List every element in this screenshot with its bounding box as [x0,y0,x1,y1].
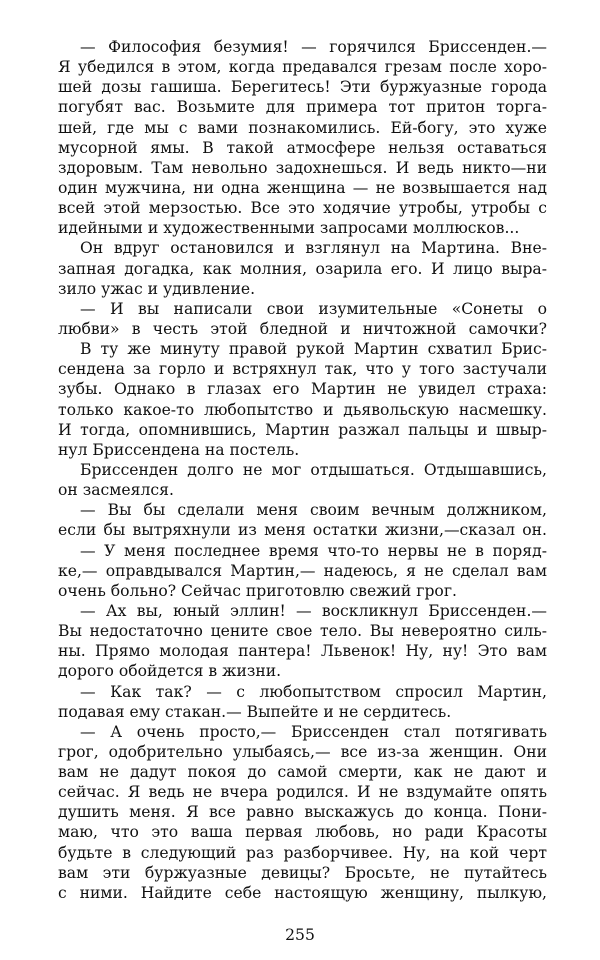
text-line: вам эти буржуазные девицы? Бросьте, не путайтесь [58,863,547,882]
book-page-text [58,37,547,903]
text-line: Вы недостаточно цените свое тело. Вы невероятно силь- [58,622,547,641]
text-line: идейными и художественными запросами моллюсков... [58,219,520,238]
text-line: шей дозы гашиша. Берегитесь! Эти буржуазные города [58,78,547,97]
text-line: дорого обойдется в жизни. [58,662,282,681]
text-line: ке,— оправдывался Мартин,— надеюсь, я не сделал вам [58,561,547,580]
text-line: сендена за горло и встряхнул так, что у того застучали [58,360,547,379]
text-line: душить меня. Я все равно выскажусь до конца. Пони- [58,803,547,822]
text-line: сейчас. Я ведь не вчера родился. И не вздумайте опять [58,783,547,802]
text-line: — Философия безумия! — горячился Бриссенден.— [80,38,547,56]
text-line: — У меня последнее время что-то нервы не в поряд- [80,541,547,560]
text-line: Я убедился в этом, когда предавался грезам после хоро- [58,58,547,77]
text-line: запная догадка, как молния, озарила его. И лицо выра- [58,259,547,278]
text-line: зубы. Однако в глазах его Мартин не увидел страха: [58,380,547,399]
text-line: очень больно? Сейчас приготовлю свежий грог. [58,581,457,600]
text-line: Он вдруг остановился и взглянул на Мартина. Вне- [80,239,547,258]
text-line: ны. Прямо молодая пантера! Львенок! Ну, ну! Это вам [58,642,547,661]
text-line: В ту же минуту правой рукой Мартин схватил Брис- [80,340,547,359]
text-line: здоровым. Там невольно задохнешься. И ведь никто—ни [58,158,547,177]
text-line: вам не дадут покоя до самой смерти, как не дают и [58,763,547,782]
text-line: — Ах вы, юный эллин! — воскликнул Бриссенден.— [80,601,547,620]
text-line: зило ужас и удивление. [58,279,256,298]
text-line: погубят вас. Возьмите для примера тот притон торга- [58,98,547,117]
text-line: один мужчина, ни одна женщина — не возвышается над [58,178,547,197]
text-line: маю, что это ваша первая любовь, но ради Красоты [58,823,547,842]
text-line: — Как так? — с любопытством спросил Мартин, [80,682,547,701]
text-line: — А очень просто,— Бриссенден стал потягивать [80,722,547,741]
text-line: — Вы бы сделали меня своим вечным должником, [80,501,547,520]
page-number: 255 [285,926,315,944]
text-line: И тогда, опомнившись, Мартин разжал пальцы и швыр- [58,420,547,439]
text-line: грог, одобрительно улыбаясь,— все из-за женщин. Они [58,742,547,761]
text-line: с ними. Найдите себе настоящую женщину, пылкую, [58,883,547,902]
text-line: если бы вытряхнули из меня остатки жизни,—сказал он. [58,521,547,540]
text-line: только какое-то любопытство и дьявольскую насмешку. [58,400,547,419]
text-line: мусорной ямы. В такой атмосфере нельзя оставаться [58,138,547,157]
text-line: он засмеялся. [58,481,174,500]
text-line: — И вы написали свои изумительные «Сонеты о [80,299,547,318]
text-line: Бриссенден долго не мог отдышаться. Отдышавшись, [80,460,547,479]
text-line: будьте в следующий раз разборчивее. Ну, на кой черт [58,843,547,862]
text-line: любви» в честь этой бледной и ничтожной самочки? [58,319,547,338]
text-line: нул Бриссендена на постель. [58,440,300,459]
text-line: всей этой мерзостью. Все это ходячие утробы, утробы с [58,199,547,218]
text-line: подавая ему стакан.— Выпейте и не сердитесь. [58,702,452,721]
text-line: шей, где мы с вами познакомились. Ей-богу, это хуже [58,118,547,137]
